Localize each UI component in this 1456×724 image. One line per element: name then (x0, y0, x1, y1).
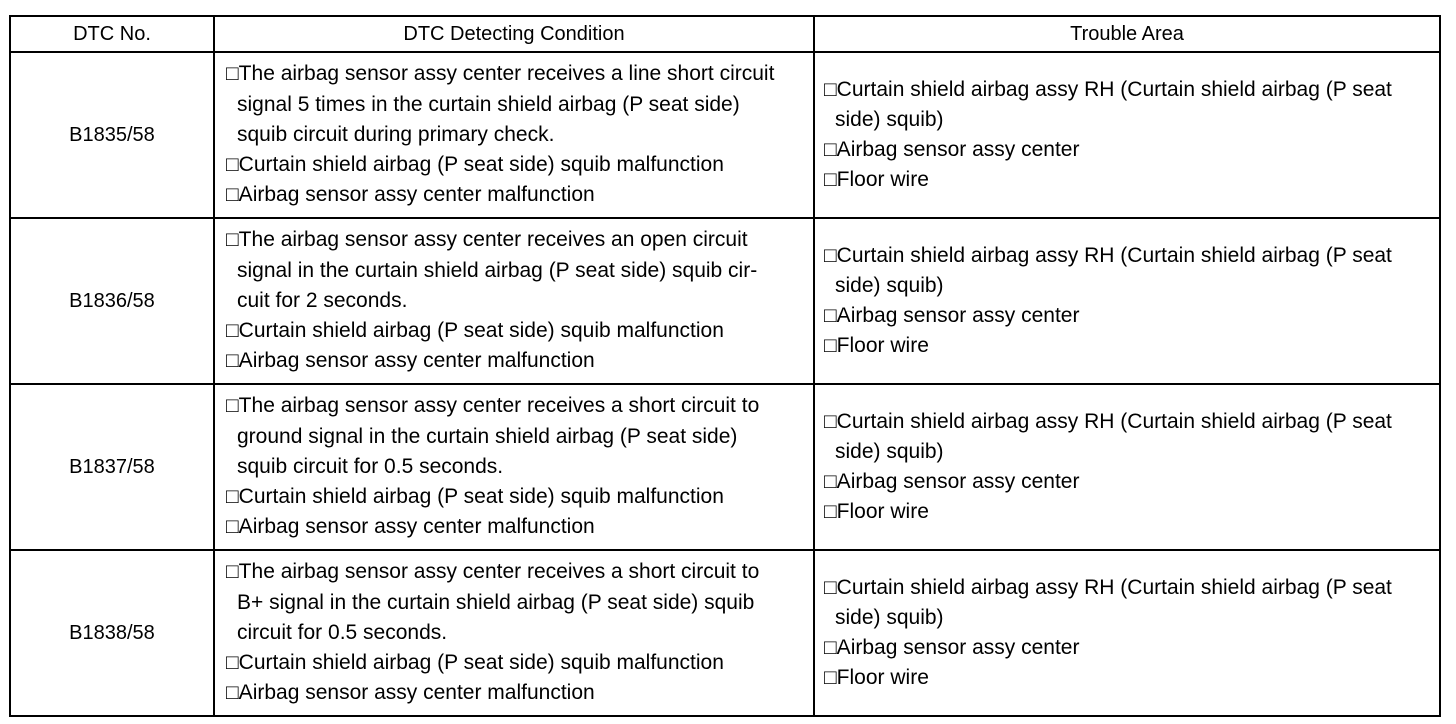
table-row (10, 218, 1440, 384)
condition-line: ground signal in the curtain shield airbag (P seat side) (237, 424, 738, 448)
table-body (10, 52, 1440, 716)
condition-line: cuit for 2 seconds. (237, 288, 408, 312)
table-row (10, 384, 1440, 550)
condition-line: □The airbag sensor assy center receives a short circuit to (226, 560, 760, 584)
trouble-area-line: □Floor wire (824, 500, 929, 524)
trouble-area-line: □Curtain shield airbag assy RH (Curtain shield airbag (P seat (824, 243, 1392, 267)
detecting-condition-cell (214, 550, 814, 716)
condition-line: □Airbag sensor assy center malfunction (226, 183, 595, 207)
trouble-area-line: □Floor wire (824, 168, 929, 192)
condition-line: □Curtain shield airbag (P seat side) squib malfunction (226, 651, 724, 675)
condition-line: □Airbag sensor assy center malfunction (226, 349, 595, 373)
dtc-code: B1838/58 (10, 550, 214, 716)
trouble-area-cell (814, 218, 1440, 384)
condition-line: □The airbag sensor assy center receives an open circuit (226, 228, 748, 252)
trouble-area-line: □Floor wire (824, 334, 929, 358)
condition-line: squib circuit for 0.5 seconds. (237, 454, 504, 478)
condition-line: □Airbag sensor assy center malfunction (226, 515, 595, 539)
trouble-area-cell (814, 550, 1440, 716)
trouble-area-line: □Floor wire (824, 666, 929, 690)
detecting-condition-cell (214, 384, 814, 550)
trouble-area-cell (814, 52, 1440, 218)
trouble-area-line: □Curtain shield airbag assy RH (Curtain shield airbag (P seat (824, 409, 1392, 433)
condition-line: □Curtain shield airbag (P seat side) squib malfunction (226, 319, 724, 343)
dtc-table (9, 15, 1441, 717)
trouble-area-cell (814, 384, 1440, 550)
trouble-area-line: □Airbag sensor assy center (824, 138, 1080, 161)
trouble-area-line: side) squib) (835, 439, 944, 463)
dtc-code: B1836/58 (10, 218, 214, 384)
header-trouble-area: Trouble Area (814, 16, 1440, 52)
condition-line: □The airbag sensor assy center receives a line short circuit (226, 62, 775, 86)
condition-line: circuit for 0.5 seconds. (237, 620, 448, 644)
condition-line: □Airbag sensor assy center malfunction (226, 681, 595, 705)
trouble-area-line: side) squib) (835, 107, 944, 131)
trouble-area-line: □Airbag sensor assy center (824, 636, 1080, 659)
condition-line: B+ signal in the curtain shield airbag (P seat side) squib (237, 590, 755, 614)
trouble-area-line: side) squib) (835, 605, 944, 629)
trouble-area-line: □Airbag sensor assy center (824, 304, 1080, 327)
detecting-condition-cell (214, 218, 814, 384)
table-row (10, 550, 1440, 716)
condition-line: □Curtain shield airbag (P seat side) squib malfunction (226, 485, 724, 509)
dtc-code: B1837/58 (10, 384, 214, 550)
condition-line: signal 5 times in the curtain shield airbag (P seat side) (237, 92, 740, 116)
header-detecting-condition: DTC Detecting Condition (214, 16, 814, 52)
condition-line: squib circuit during primary check. (237, 122, 555, 146)
condition-line: □Curtain shield airbag (P seat side) squib malfunction (226, 153, 724, 177)
dtc-code: B1835/58 (10, 52, 214, 218)
header-row (10, 16, 1440, 52)
trouble-area-line: side) squib) (835, 273, 944, 297)
detecting-condition-cell (214, 52, 814, 218)
trouble-area-line: □Airbag sensor assy center (824, 470, 1080, 493)
trouble-area-line: □Curtain shield airbag assy RH (Curtain shield airbag (P seat (824, 575, 1392, 599)
condition-line: signal in the curtain shield airbag (P seat side) squib cir- (237, 258, 758, 282)
table-header (10, 16, 1440, 52)
trouble-area-line: □Curtain shield airbag assy RH (Curtain shield airbag (P seat (824, 77, 1392, 101)
condition-line: □The airbag sensor assy center receives a short circuit to (226, 394, 760, 418)
table-row (10, 52, 1440, 218)
header-dtc-no: DTC No. (10, 16, 214, 52)
